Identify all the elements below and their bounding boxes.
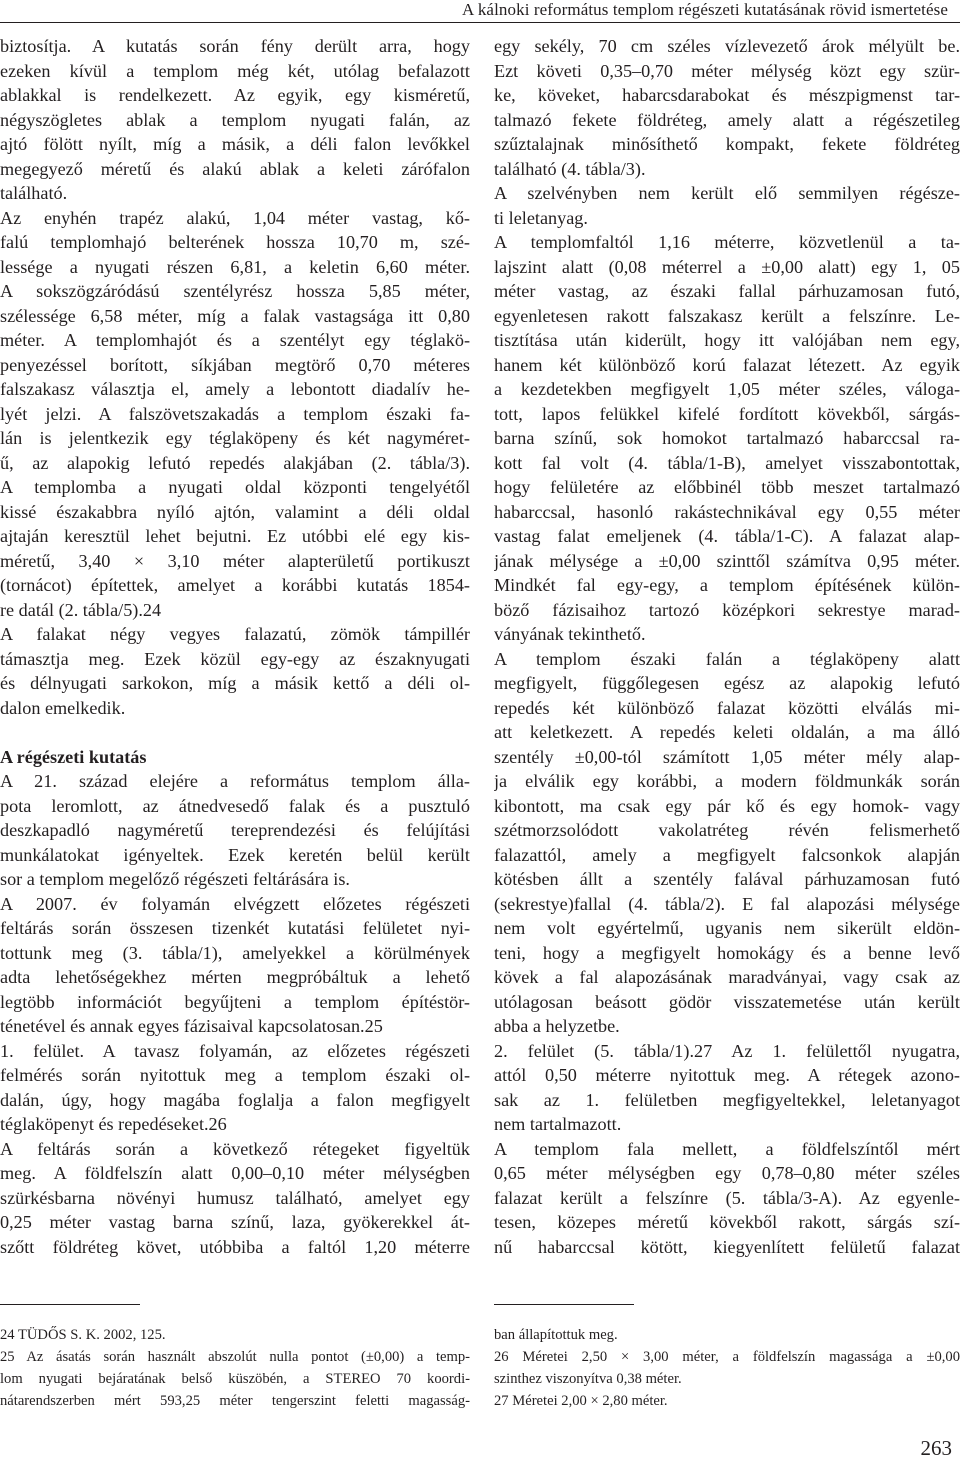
text-line: a kezdetekben megfigyelt 1,05 méter széles, váloga- <box>494 379 960 399</box>
text-line: ja elválik egy korábbi, a modern földmunkák során <box>494 771 960 791</box>
text-line: szürkésbarna növényi humusz található, amelyet egy <box>0 1187 470 1208</box>
text-line: A 2007. év folyamán elvégzett előzetes régészeti <box>0 893 470 914</box>
footnote-line: nátarendszerben mért 593,25 méter tengerszint feletti magasság- <box>0 1393 470 1409</box>
text-line: egyenletesen rakott falszakasz került a felszínre. Le- <box>494 305 960 326</box>
text-line: A templom északi falán a téglaköpeny alatt <box>494 648 960 669</box>
text-line: és délnyugati sarkokon, míg a másik kettő a déli ol- <box>0 673 470 693</box>
text-line: lán is jelentkezik egy téglaköpeny és két nagyméret- <box>0 428 470 448</box>
text-line: szélessége 6,58 méter, míg a falak vastagsága itt 0,80 <box>0 305 470 326</box>
text-line: Mindkét fal egy-egy, a templom építésének külön- <box>494 575 960 595</box>
text-line: A feltárás során a következő rétegeket figyeltük <box>0 1138 470 1159</box>
text-line: dalán, úgy, hogy magába foglalja a falon megfigyelt <box>0 1089 470 1110</box>
text-line: nű habarccsal kötött, kiegyenlített felületű falazat <box>494 1236 960 1257</box>
text-line: téglaköpenyt és repedéseket.26 <box>0 1114 227 1134</box>
text-line: abba a helyzetbe. <box>494 1016 620 1036</box>
text-line: ténetével és annak egyes fázisaival kapcsolatosan.25 <box>0 1016 383 1036</box>
footnote-rule-right <box>494 1304 634 1305</box>
text-line: hogy felületére az előbbinél több meszet tartalmazó <box>494 477 960 497</box>
text-line: lajszint alatt (0,08 méterrel a ±0,00 alatt) egy 1, 05 <box>494 256 960 277</box>
text-line: kötésben állt a szentély falával párhuzamosan futó <box>494 869 960 889</box>
text-line: teni, hogy a megfigyelt homokágy és a benne levő <box>494 942 960 963</box>
text-line: A templom fala mellett, a földfelszíntől mért <box>494 1138 960 1159</box>
text-line: dalon emelkedik. <box>0 697 126 718</box>
text-line: 1. felület. A tavasz folyamán, az előzetes régészeti <box>0 1040 470 1061</box>
text-line: A 21. század elejére a református templom álla- <box>0 771 470 791</box>
text-line: sor a templom megelőző régészeti feltárására is. <box>0 869 350 889</box>
text-line: habarccsal, hasonló rakástechnikával egy 0,55 méter <box>494 501 960 522</box>
text-line: deszkapadló nagyméretű tereprendezési és felújítási <box>0 820 470 840</box>
page-number: 263 <box>920 1436 952 1460</box>
text-line: falú templomhajó belterének hossza 10,70 m, szé- <box>0 232 470 252</box>
text-line: 0,25 méter vastag barna színű, laza, gyökerekkel át- <box>0 1212 470 1232</box>
footnote-line: 27 Méretei 2,00 × 2,80 méter. <box>494 1393 668 1409</box>
text-line: biztosítja. A kutatás során fény derült arra, hogy <box>0 36 470 56</box>
text-line: meg. A földfelszín alatt 0,00–0,10 méter mélységben <box>0 1163 470 1183</box>
text-line: méter vastag, az északi fallal párhuzamosan futó, <box>494 281 960 301</box>
text-line: vastag falat emeljenek (4. tábla/1-C). A falazat alap- <box>494 526 960 546</box>
header-rule <box>0 22 960 23</box>
text-line: A szelvényben nem került elő semmilyen régésze- <box>494 183 960 203</box>
text-line: tisztítása után kiderült, hogy itt valójában nem egy, <box>494 330 960 350</box>
text-line: 2. felület (5. tábla/1).27 Az 1. felülettől nyugatra, <box>494 1040 960 1061</box>
text-line: ti leletanyag. <box>494 207 588 228</box>
text-line: A templomba a nyugati oldal központi tengelyétől <box>0 477 470 497</box>
text-line: ezeken kívül a templom még két, utólag befalazott <box>0 60 470 81</box>
footnote-line: 25 Az ásatás során használt abszolút nulla pontot (±0,00) a temp- <box>0 1349 470 1365</box>
text-line: ványának tekinthető. <box>494 624 646 644</box>
text-line: ajtaján keresztül lehet bejutni. Ez utóbbi elé egy kis- <box>0 526 470 546</box>
text-line: lessége a nyugati részen 6,81, a keletin 6,60 méter. <box>0 256 470 277</box>
text-line: szétmorzsolódott vakolatréteg révén felismerhető <box>494 820 960 840</box>
text-line: adta lehetőségekhez mérten megpróbáltuk a lehető <box>0 967 470 987</box>
paragraph-gap <box>0 720 470 745</box>
text-line: négyszögletes ablak a templom nyugati falán, az <box>0 109 470 130</box>
text-line: jának mélysége a ±0,00 szinttől számítva 0,95 méter. <box>494 550 960 571</box>
footnote-line: ban állapítottuk meg. <box>494 1327 618 1343</box>
text-line: nem tartalmazott. <box>494 1114 622 1134</box>
text-line: (tornácot) építettek, amelyet a korábbi kutatás 1854- <box>0 575 470 595</box>
text-line: szűztalajnak minősíthető kompakt, fekete földréteg <box>494 134 960 154</box>
left-text-column <box>0 34 470 1259</box>
text-line: méretű, 3,40 × 3,10 méter alapterületű portikuszt <box>0 550 470 571</box>
text-line: A falakat négy vegyes falazatú, zömök támpillér <box>0 624 470 644</box>
text-line: pota leromlott, az átnedvesedő falak és a pusztuló <box>0 795 470 816</box>
text-line: re datál (2. tábla/5).24 <box>0 599 162 620</box>
text-line: falazattól, amely a megfigyelt falcsonkok alapján <box>494 844 960 865</box>
text-line: ke, köveket, habarcsdarabokat és mészpigmenst tar- <box>494 85 960 105</box>
text-line: nem volt egyértelmű, ugyanis nem sikerült eldön- <box>494 918 960 938</box>
text-line: att keletkezett. A repedés keleti oldalán, a ma álló <box>494 722 960 742</box>
text-line: utólagosan beásott gödör visszatemetése után került <box>494 991 960 1012</box>
footnote-rule-left <box>0 1304 140 1305</box>
text-line: Az enyhén trapéz alakú, 1,04 méter vastag, kő- <box>0 207 470 228</box>
text-line: feltárás során összesen tizenkét kutatási felületet nyi- <box>0 918 470 938</box>
right-text-column <box>494 34 960 1259</box>
text-line: penyezéssel borított, síkjában megtörő 0,70 méteres <box>0 354 470 375</box>
text-line: szőtt földréteg követ, utóbbiba a faltól 1,20 méterre <box>0 1236 470 1257</box>
text-line: Ezt követi 0,35–0,70 méter mélység közt egy szür- <box>494 60 960 81</box>
text-line: megegyező méretű és alakú ablak a keleti zárófalon <box>0 158 470 179</box>
text-line: megfigyelt, függőlegesen egész az alapokig lefutó <box>494 673 960 693</box>
text-line: ablakkal is rendelkezett. Az egyik, egy kisméretű, <box>0 85 470 105</box>
text-line: szentély ±0,00-tól számított 1,05 méter mély alap- <box>494 746 960 767</box>
text-line: falazat került a felszínre (5. tábla/3-A). Az egyenle- <box>494 1187 960 1208</box>
text-line: méter. A templomhajót és a szentélyt egy téglakö- <box>0 330 470 350</box>
text-line: felmérés során nyitottuk meg a templom északi ol- <box>0 1065 470 1085</box>
text-line: sak az 1. felületben megfigyeltekkel, leletanyagot <box>494 1089 960 1110</box>
text-line: tottunk meg (3. tábla/1), amelyekkel a körülmények <box>0 942 470 963</box>
text-line: (sekrestye)fallal (4. tábla/2). E fal alapozási mélysége <box>494 893 960 914</box>
text-line: attól 0,50 méterre nyitottuk meg. A rétegek azono- <box>494 1065 960 1085</box>
text-line: munkálatokat igényeltek. Ezek keretén belül került <box>0 844 470 865</box>
text-line: kott fal volt (4. tábla/1-B), amelyet visszabontottak, <box>494 452 960 473</box>
text-line: barna színű, sok homokot tartalmazó habarccsal ra- <box>494 428 960 448</box>
text-line: egy sekély, 70 cm széles vízlevezető árok mélyült be. <box>494 36 960 56</box>
text-line: lyét jelzi. A falszövetszakadás a templom északi fa- <box>0 403 470 424</box>
text-line: talmazó fekete földréteg, amely alatt a régészetileg <box>494 109 960 130</box>
text-line: támasztja meg. Ezek közül egy-egy az északnyugati <box>0 648 470 669</box>
text-line: tesen, közepes méretű kövekből rakott, sárgás szí- <box>494 1212 960 1232</box>
footnote-line: 24 TÜDŐS S. K. 2002, 125. <box>0 1327 166 1343</box>
text-line: hanem két különböző korú falazat létezett. Az egyik <box>494 354 960 375</box>
text-line: repedés két különböző falazat közötti elválás mi- <box>494 697 960 718</box>
text-line: falszakasz választja el, amely a lebontott diadalív he- <box>0 379 470 399</box>
text-line: legtöbb információt begyűjteni a templom építéstör- <box>0 991 470 1012</box>
footnote-line: 26 Méretei 2,50 × 3,00 méter, a földfelszín magassága a ±0,00 <box>494 1349 960 1365</box>
text-line: A sokszögzáródású szentélyrész hossza 5,85 méter, <box>0 281 470 301</box>
text-line: ajtó fölött nyílt, míg a másik, a déli falon levőkkel <box>0 134 470 154</box>
text-line: böző fázisaihoz tartozó középkori sekrestye marad- <box>494 599 960 620</box>
running-header: A kálnoki református templom régészeti kutatásának rövid ismertetése <box>462 0 948 19</box>
text-line: található. <box>0 183 68 203</box>
text-line: tott, lapos felükkel kifelé fordított kövekből, sárgás- <box>494 403 960 424</box>
footnotes-left <box>0 1324 470 1412</box>
text-line: 0,65 méter mélységben egy 0,78–0,80 méter széles <box>494 1163 960 1183</box>
text-line: kibontott, ma csak egy pár kő és egy homok- vagy <box>494 795 960 816</box>
text-line: kövek a fal alapozásának maradványai, vagy csak az <box>494 967 960 987</box>
footnote-line: lom nyugati bejáratának belső küszöbén, a STEREO 70 koordi- <box>0 1371 470 1387</box>
text-line: A templomfaltól 1,16 méterre, közvetlenül a ta- <box>494 232 960 252</box>
footnotes-right <box>494 1324 960 1412</box>
text-line: található (4. tábla/3). <box>494 158 646 179</box>
section-heading: A régészeti kutatás <box>0 746 147 767</box>
footnote-line: szinthez viszonyítva 0,38 méter. <box>494 1371 682 1387</box>
text-line: kissé északabbra nyíló ajtón, valamint a déli oldal <box>0 501 470 522</box>
text-line: ű, az alapokig lefutó repedés alakjában (2. tábla/3). <box>0 452 470 473</box>
